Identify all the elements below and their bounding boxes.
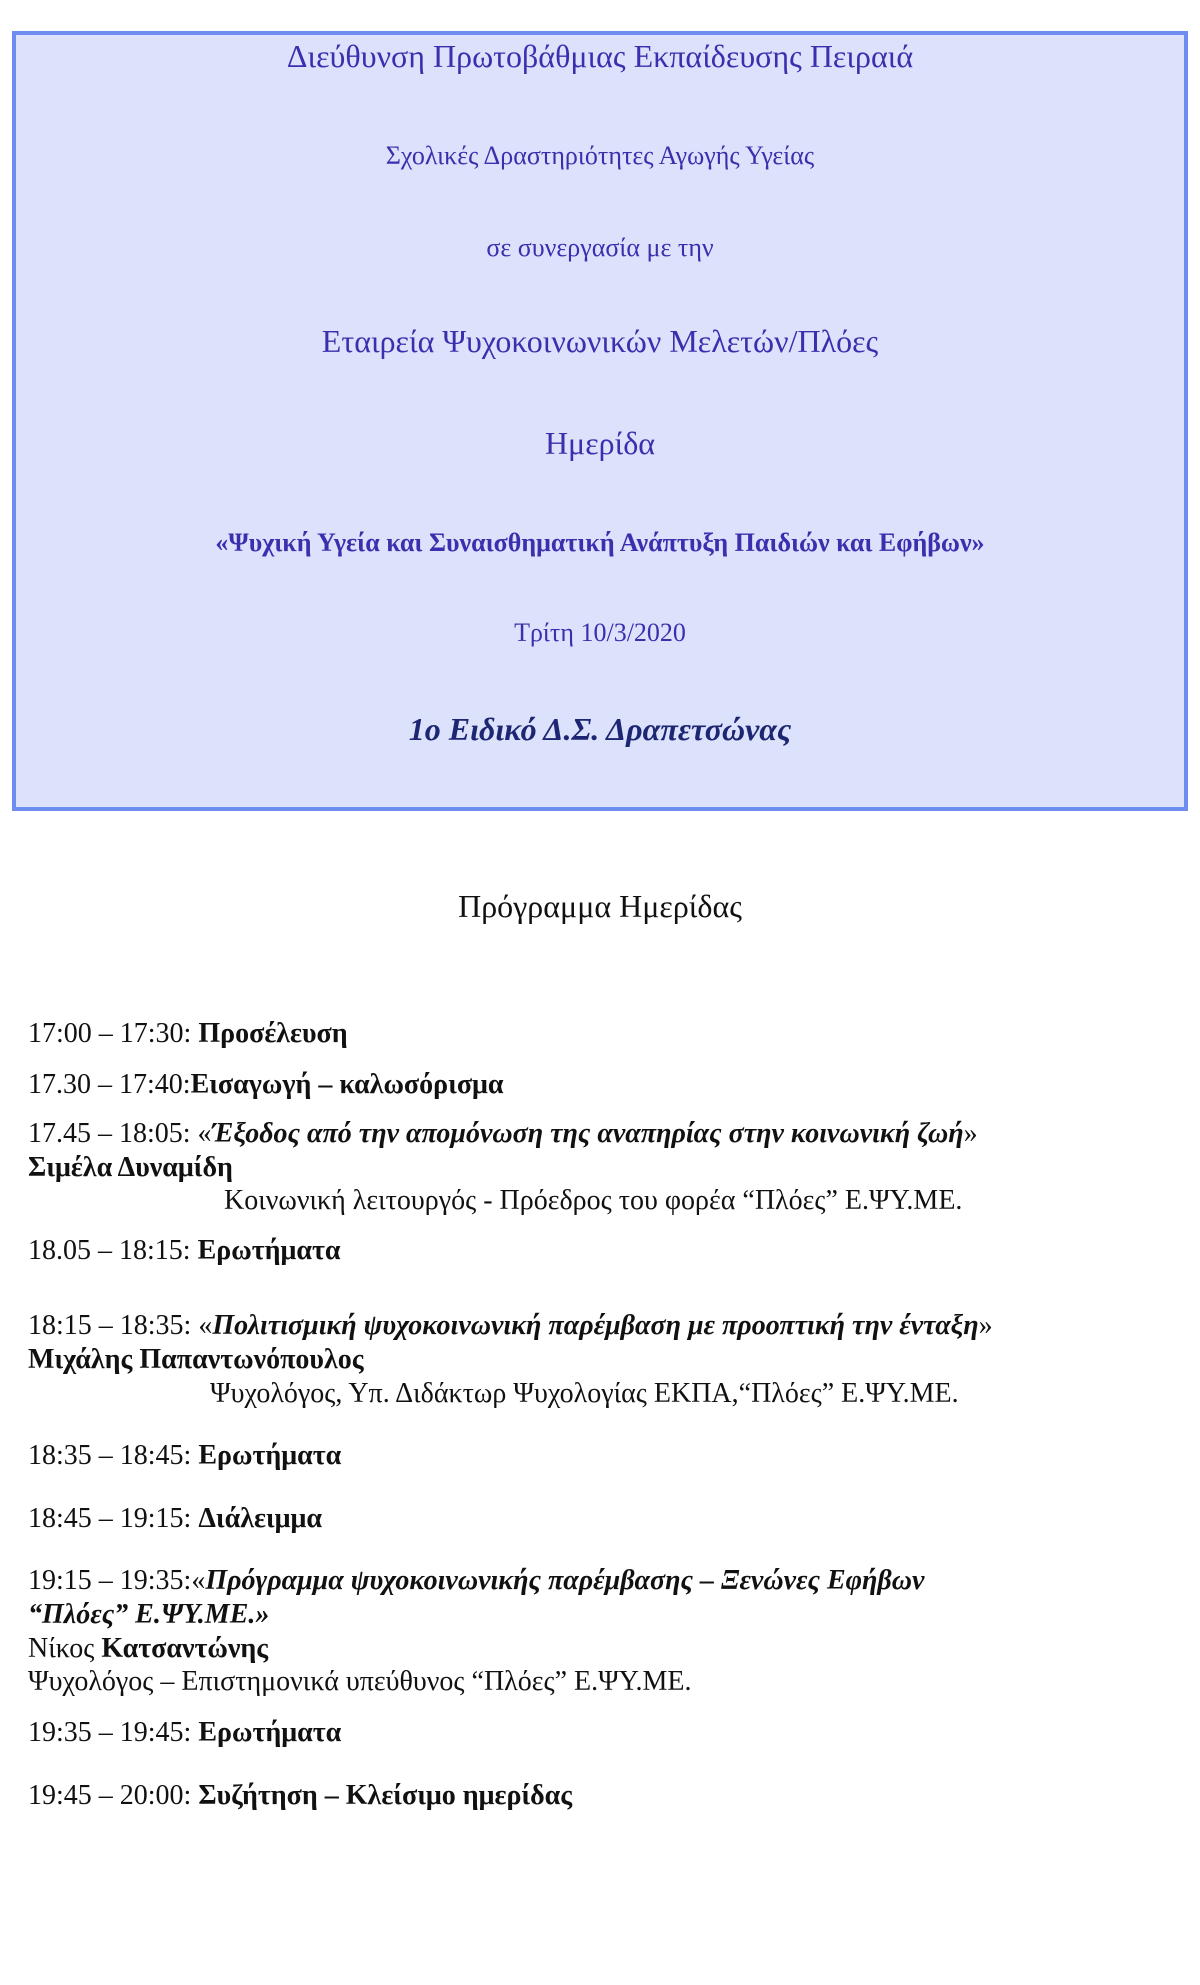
speaker-role: Ψυχολόγος, Υπ. Διδάκτωρ Ψυχολογίας ΕΚΠΑ,“Πλόες” Ε.ΨΥ.ΜΕ. [210,1378,959,1409]
event-date: Τρίτη 10/3/2020 [514,618,686,647]
schedule-item: 18:35 – 18:45: Ερωτήματα [28,1440,342,1471]
directorate: Διεύθυνση Πρωτοβάθμιας Εκπαίδευσης Πειραιά [286,38,914,74]
schedule-item: 17:00 – 17:30: Προσέλευση [28,1018,348,1049]
schedule-item: 17.30 – 17:40:Εισαγωγή – καλωσόρισμα [28,1069,504,1100]
speaker: Σιμέλα Δυναμίδη [28,1152,233,1183]
schedule-item: 19:15 – 19:35:«Πρόγραμμα ψυχοκοινωνικής παρέμβασης – Ξενώνες Εφήβων [28,1565,925,1596]
speaker: Μιχάλης Παπαντωνόπουλος [28,1344,364,1375]
cooperation-text: σε συνεργασία με την [486,233,714,262]
speaker: Νίκος Κατσαντώνης [28,1633,269,1664]
schedule-item: 19:35 – 19:45: Ερωτήματα [28,1717,342,1748]
schedule-item: 18:45 – 19:15: Διάλειμμα [28,1503,322,1534]
schedule-title-line2: “Πλόες” Ε.ΨΥ.ΜΕ.» [28,1599,270,1630]
schedule-item: 17.45 – 18:05: «Έξοδος από την απομόνωση της αναπηρίας στην κοινωνική ζωή» [28,1118,978,1149]
organization: Εταιρεία Ψυχοκοινωνικών Μελετών/Πλόες [321,323,879,359]
speaker-role: Κοινωνική λειτουργός - Πρόεδρος του φορέα “Πλόες” Ε.ΨΥ.ΜΕ. [224,1185,963,1216]
schedule-item: 18.05 – 18:15: Ερωτήματα [28,1235,341,1266]
event-title: «Ψυχική Υγεία και Συναισθηματική Ανάπτυξη Παιδιών και Εφήβων» [215,528,985,557]
schedule-item: 19:45 – 20:00: Συζήτηση – Κλείσιμο ημερίδας [28,1780,573,1811]
program-name: Σχολικές Δραστηριότητες Αγωγής Υγείας [385,141,815,170]
speaker-role: Ψυχολόγος – Επιστημονικά υπεύθυνος “Πλόες” Ε.ΨΥ.ΜΕ. [28,1666,692,1697]
schedule-title: Πρόγραμμα Ημερίδας [458,888,742,924]
event-type: Ημερίδα [544,425,656,461]
venue: 1ο Ειδικό Δ.Σ. Δραπετσώνας [408,711,792,747]
schedule-item: 18:15 – 18:35: «Πολιτισμική ψυχοκοινωνική παρέμβαση με προοπτική την ένταξη» [28,1310,993,1341]
